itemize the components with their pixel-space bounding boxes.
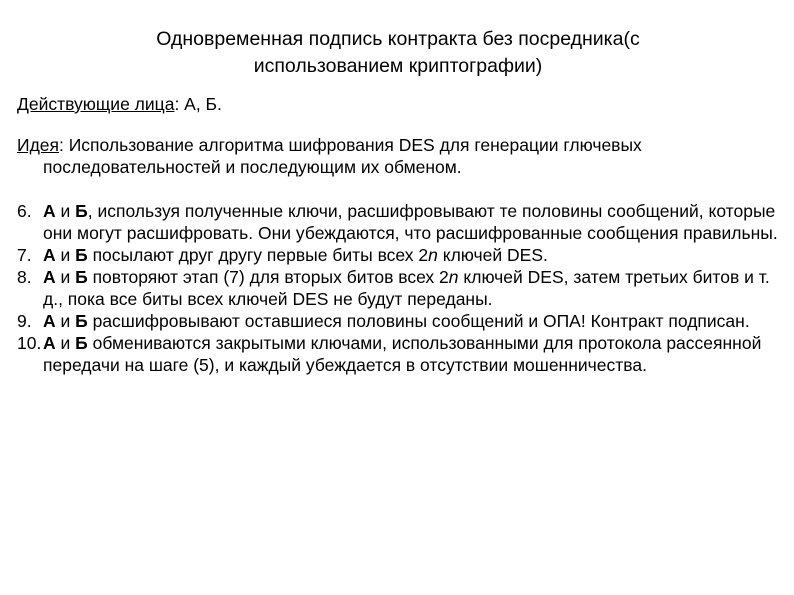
step-number: 7. (17, 245, 32, 265)
step-text: повторяют этап (7) для вторых битов всех 2 (87, 267, 449, 287)
party-a: А (43, 311, 56, 331)
party-b: Б (75, 311, 88, 331)
party-a: А (43, 201, 56, 221)
idea-text-line-2: последовательностей и последующим их обменом. (43, 157, 462, 177)
idea-label: Идея (17, 135, 59, 155)
party-b: Б (75, 267, 88, 287)
step-item (17, 310, 787, 332)
party-b: Б (75, 245, 88, 265)
step-item (17, 244, 787, 266)
actors-label: Действующие лица (17, 94, 175, 114)
step-italic-n: n (448, 267, 459, 287)
slide-title-line-2: использованием криптографии) (253, 55, 543, 77)
step-conj: и (55, 333, 76, 353)
party-a: А (43, 333, 56, 353)
step-item (17, 200, 787, 244)
step-conj: и (55, 245, 76, 265)
step-item (17, 266, 787, 310)
slide-title-line-1: Одновременная подпись контракта без посредника(с (156, 28, 640, 50)
actors-text: : А, Б. (174, 94, 222, 114)
step-conj: и (55, 311, 76, 331)
step-text: , используя полученные ключи, расшифровывают те половины сообщений, которые они могут расшифровать. Они убеждаются, что расшифрованные сообщения правильны. (43, 201, 778, 243)
idea-text-line-1: : Использование алгоритма шифрования DES для генерации глючевых (59, 135, 642, 155)
step-number: 10. (17, 333, 42, 353)
step-text: посылают друг другу первые биты всех 2 (87, 245, 429, 265)
party-a: А (43, 245, 56, 265)
party-b: Б (75, 201, 88, 221)
step-text-end: ключей DES, затем третьих битов и т. д., пока все биты всех ключей DES не будут переданы. (43, 267, 770, 309)
step-number: 8. (17, 267, 32, 287)
actors-paragraph (17, 93, 787, 115)
slide-title (98, 26, 698, 80)
step-text: расшифровывают оставшиеся половины сообщений и ОПА! Контракт подписан. (87, 311, 750, 331)
step-text-end: ключей DES. (437, 245, 548, 265)
step-number: 9. (17, 311, 32, 331)
step-item (17, 332, 787, 376)
steps-list (17, 200, 787, 376)
step-text: обмениваются закрытыми ключами, использованными для протокола рассеянной передачи на шаге (5), и каждый убеждается в отсутствии мошенничества. (43, 333, 762, 375)
party-b: Б (75, 333, 88, 353)
step-number: 6. (17, 201, 32, 221)
step-conj: и (55, 267, 76, 287)
party-a: А (43, 267, 56, 287)
step-conj: и (55, 201, 76, 221)
idea-paragraph (17, 134, 787, 156)
step-italic-n: n (428, 245, 438, 265)
